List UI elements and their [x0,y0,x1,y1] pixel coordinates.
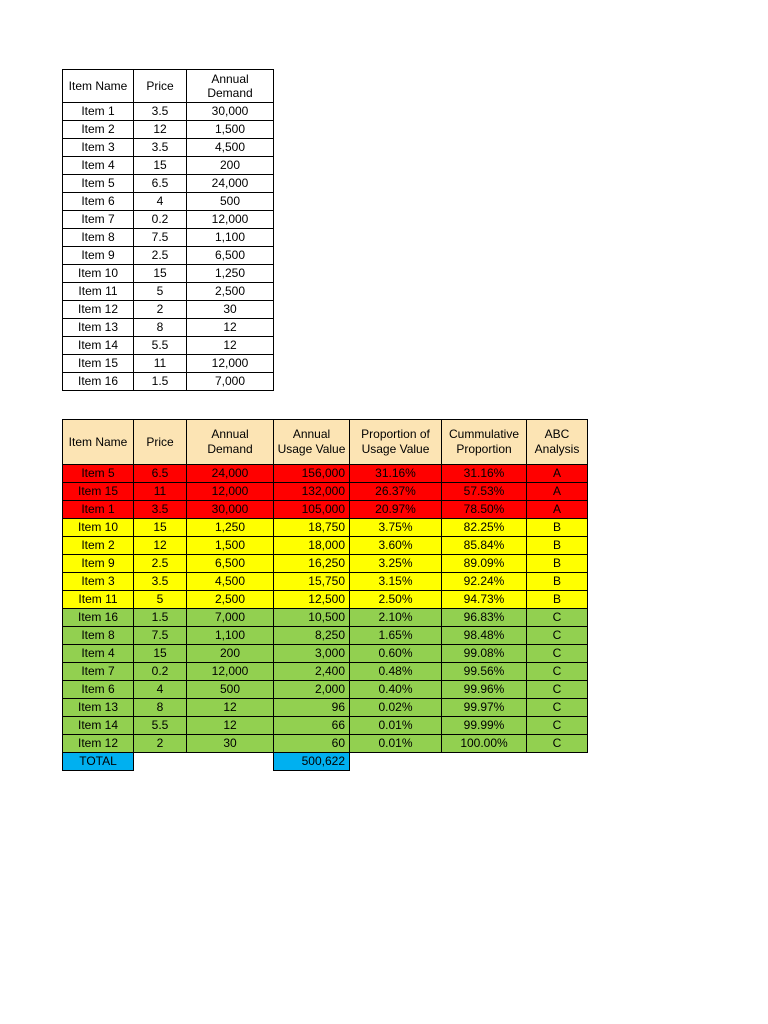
cell-price: 3.5 [134,139,187,157]
cell-annual-usage-value: 18,750 [274,519,350,537]
cell-item-name: Item 15 [63,483,134,501]
table-row [63,337,274,355]
table-row [63,483,588,501]
cell-annual-demand: 1,100 [187,229,274,247]
cell-cumulative-proportion: 99.96% [442,681,527,699]
cell-proportion: 0.48% [350,663,442,681]
cell-price: 15 [134,265,187,283]
cell-price: 3.5 [134,103,187,121]
cell-item-name: Item 6 [63,193,134,211]
cell-annual-demand: 200 [187,157,274,175]
cell-annual-demand: 4,500 [187,573,274,591]
table-row [63,157,274,175]
cell-annual-usage-value: 18,000 [274,537,350,555]
cell-proportion: 0.40% [350,681,442,699]
cell-price: 12 [134,537,187,555]
cell-annual-usage-value: 16,250 [274,555,350,573]
cell-price: 1.5 [134,609,187,627]
cell-price: 6.5 [134,465,187,483]
cell-annual-demand: 500 [187,193,274,211]
header-price: Price [134,420,187,465]
table-row [63,121,274,139]
cell-annual-demand: 12,000 [187,663,274,681]
cell-price: 15 [134,519,187,537]
header-proportion-of-usage-value: Proportion of Usage Value [350,420,442,465]
cell-abc-class: B [527,591,588,609]
cell-abc-class: C [527,663,588,681]
cell-cumulative-proportion: 89.09% [442,555,527,573]
cell-item-name: Item 9 [63,555,134,573]
cell-price: 2 [134,301,187,319]
cell-annual-usage-value: 2,400 [274,663,350,681]
table-row [63,735,588,753]
cell-annual-usage-value: 132,000 [274,483,350,501]
cell-annual-usage-value: 12,500 [274,591,350,609]
cell-cumulative-proportion: 98.48% [442,627,527,645]
table-row [63,537,588,555]
cell-abc-class: C [527,627,588,645]
cell-item-name: Item 15 [63,355,134,373]
header-price: Price [134,70,187,103]
cell-price: 3.5 [134,501,187,519]
table-row [63,193,274,211]
cell-proportion: 26.37% [350,483,442,501]
cell-item-name: Item 3 [63,573,134,591]
cell-abc-class: C [527,699,588,717]
cell-annual-usage-value: 60 [274,735,350,753]
cell-abc-class: B [527,555,588,573]
cell-price: 2.5 [134,555,187,573]
empty-cell [527,753,588,771]
cell-annual-demand: 6,500 [187,247,274,265]
table-row [63,591,588,609]
cell-proportion: 3.75% [350,519,442,537]
cell-item-name: Item 4 [63,157,134,175]
cell-price: 11 [134,355,187,373]
cell-price: 5 [134,591,187,609]
cell-item-name: Item 2 [63,121,134,139]
cell-abc-class: C [527,609,588,627]
empty-cell [187,753,274,771]
cell-annual-demand: 2,500 [187,283,274,301]
cell-item-name: Item 7 [63,211,134,229]
cell-annual-usage-value: 2,000 [274,681,350,699]
table-row [63,609,588,627]
cell-annual-demand: 30,000 [187,103,274,121]
inventory-table [62,69,274,391]
cell-item-name: Item 5 [63,465,134,483]
cell-annual-usage-value: 66 [274,717,350,735]
abc-header-row [63,420,588,465]
cell-item-name: Item 11 [63,283,134,301]
cell-price: 7.5 [134,627,187,645]
cell-item-name: Item 14 [63,337,134,355]
cell-price: 15 [134,157,187,175]
cell-proportion: 0.02% [350,699,442,717]
cell-cumulative-proportion: 92.24% [442,573,527,591]
header-annual-demand: Annual Demand [187,420,274,465]
cell-cumulative-proportion: 99.99% [442,717,527,735]
cell-cumulative-proportion: 100.00% [442,735,527,753]
cell-annual-demand: 12,000 [187,355,274,373]
total-label: TOTAL [63,753,134,771]
cell-annual-usage-value: 96 [274,699,350,717]
cell-item-name: Item 1 [63,501,134,519]
cell-annual-demand: 1,100 [187,627,274,645]
cell-abc-class: B [527,573,588,591]
cell-proportion: 31.16% [350,465,442,483]
cell-annual-demand: 1,250 [187,265,274,283]
cell-proportion: 0.01% [350,717,442,735]
cell-cumulative-proportion: 96.83% [442,609,527,627]
table-row [63,373,274,391]
cell-item-name: Item 5 [63,175,134,193]
cell-price: 3.5 [134,573,187,591]
cell-item-name: Item 16 [63,609,134,627]
cell-proportion: 0.01% [350,735,442,753]
cell-proportion: 2.50% [350,591,442,609]
cell-price: 2 [134,735,187,753]
table-row [63,519,588,537]
cell-abc-class: B [527,519,588,537]
cell-cumulative-proportion: 99.08% [442,645,527,663]
cell-annual-demand: 12 [187,699,274,717]
cell-annual-demand: 6,500 [187,555,274,573]
table-row [63,139,274,157]
header-item-name: Item Name [63,420,134,465]
cell-item-name: Item 8 [63,627,134,645]
cell-annual-usage-value: 15,750 [274,573,350,591]
header-abc-analysis: ABC Analysis [527,420,588,465]
cell-annual-demand: 12,000 [187,483,274,501]
table-row [63,265,274,283]
cell-item-name: Item 10 [63,519,134,537]
header-item-name: Item Name [63,70,134,103]
cell-annual-demand: 30 [187,735,274,753]
cell-abc-class: C [527,717,588,735]
cell-proportion: 1.65% [350,627,442,645]
cell-annual-demand: 24,000 [187,175,274,193]
table-row [63,211,274,229]
cell-abc-class: C [527,681,588,699]
cell-price: 11 [134,483,187,501]
cell-item-name: Item 14 [63,717,134,735]
cell-abc-class: A [527,501,588,519]
cell-price: 1.5 [134,373,187,391]
table-row [63,501,588,519]
cell-proportion: 2.10% [350,609,442,627]
cell-price: 5.5 [134,337,187,355]
cell-annual-demand: 500 [187,681,274,699]
cell-annual-demand: 30,000 [187,501,274,519]
table-row [63,645,588,663]
cell-item-name: Item 11 [63,591,134,609]
cell-item-name: Item 1 [63,103,134,121]
cell-annual-demand: 1,500 [187,537,274,555]
cell-proportion: 0.60% [350,645,442,663]
cell-cumulative-proportion: 99.56% [442,663,527,681]
table-row [63,319,274,337]
cell-price: 6.5 [134,175,187,193]
cell-proportion: 3.15% [350,573,442,591]
abc-analysis-table [62,419,588,771]
cell-annual-demand: 12 [187,717,274,735]
cell-item-name: Item 4 [63,645,134,663]
cell-price: 8 [134,699,187,717]
empty-cell [134,753,187,771]
cell-abc-class: A [527,465,588,483]
cell-annual-usage-value: 105,000 [274,501,350,519]
cell-price: 5 [134,283,187,301]
empty-cell [442,753,527,771]
cell-annual-demand: 1,500 [187,121,274,139]
cell-abc-class: C [527,645,588,663]
cell-annual-demand: 7,000 [187,609,274,627]
cell-cumulative-proportion: 57.53% [442,483,527,501]
cell-annual-usage-value: 10,500 [274,609,350,627]
cell-annual-demand: 30 [187,301,274,319]
table-row [63,681,588,699]
table-row [63,717,588,735]
empty-cell [350,753,442,771]
cell-price: 15 [134,645,187,663]
cell-cumulative-proportion: 85.84% [442,537,527,555]
cell-price: 0.2 [134,211,187,229]
cell-item-name: Item 10 [63,265,134,283]
cell-annual-demand: 1,250 [187,519,274,537]
cell-item-name: Item 13 [63,699,134,717]
cell-price: 12 [134,121,187,139]
cell-annual-demand: 24,000 [187,465,274,483]
cell-proportion: 20.97% [350,501,442,519]
cell-annual-demand: 12 [187,319,274,337]
table-row [63,283,274,301]
cell-proportion: 3.25% [350,555,442,573]
table-row [63,355,274,373]
cell-item-name: Item 9 [63,247,134,265]
total-value: 500,622 [274,753,350,771]
inventory-header-row [63,70,274,103]
cell-annual-usage-value: 3,000 [274,645,350,663]
cell-item-name: Item 16 [63,373,134,391]
cell-annual-demand: 12,000 [187,211,274,229]
table-row [63,663,588,681]
cell-cumulative-proportion: 78.50% [442,501,527,519]
cell-price: 2.5 [134,247,187,265]
cell-abc-class: A [527,483,588,501]
cell-price: 4 [134,193,187,211]
cell-price: 7.5 [134,229,187,247]
cell-annual-usage-value: 156,000 [274,465,350,483]
cell-price: 4 [134,681,187,699]
cell-item-name: Item 2 [63,537,134,555]
cell-item-name: Item 7 [63,663,134,681]
table-row [63,627,588,645]
cell-annual-usage-value: 8,250 [274,627,350,645]
cell-annual-demand: 2,500 [187,591,274,609]
cell-abc-class: C [527,735,588,753]
total-row [63,753,588,771]
cell-item-name: Item 12 [63,301,134,319]
cell-item-name: Item 3 [63,139,134,157]
table-row [63,465,588,483]
table-row [63,247,274,265]
table-row [63,229,274,247]
header-annual-demand: Annual Demand [187,70,274,103]
cell-price: 8 [134,319,187,337]
cell-proportion: 3.60% [350,537,442,555]
cell-cumulative-proportion: 31.16% [442,465,527,483]
table-row [63,301,274,319]
cell-annual-demand: 12 [187,337,274,355]
cell-annual-demand: 7,000 [187,373,274,391]
table-row [63,699,588,717]
header-cumulative-proportion: Cummulative Proportion [442,420,527,465]
cell-price: 5.5 [134,717,187,735]
cell-price: 0.2 [134,663,187,681]
cell-item-name: Item 13 [63,319,134,337]
cell-item-name: Item 8 [63,229,134,247]
cell-cumulative-proportion: 82.25% [442,519,527,537]
cell-item-name: Item 6 [63,681,134,699]
cell-cumulative-proportion: 99.97% [442,699,527,717]
cell-cumulative-proportion: 94.73% [442,591,527,609]
table-row [63,573,588,591]
cell-item-name: Item 12 [63,735,134,753]
cell-abc-class: B [527,537,588,555]
cell-annual-demand: 200 [187,645,274,663]
table-row [63,555,588,573]
header-annual-usage-value: Annual Usage Value [274,420,350,465]
cell-annual-demand: 4,500 [187,139,274,157]
table-row [63,103,274,121]
table-row [63,175,274,193]
